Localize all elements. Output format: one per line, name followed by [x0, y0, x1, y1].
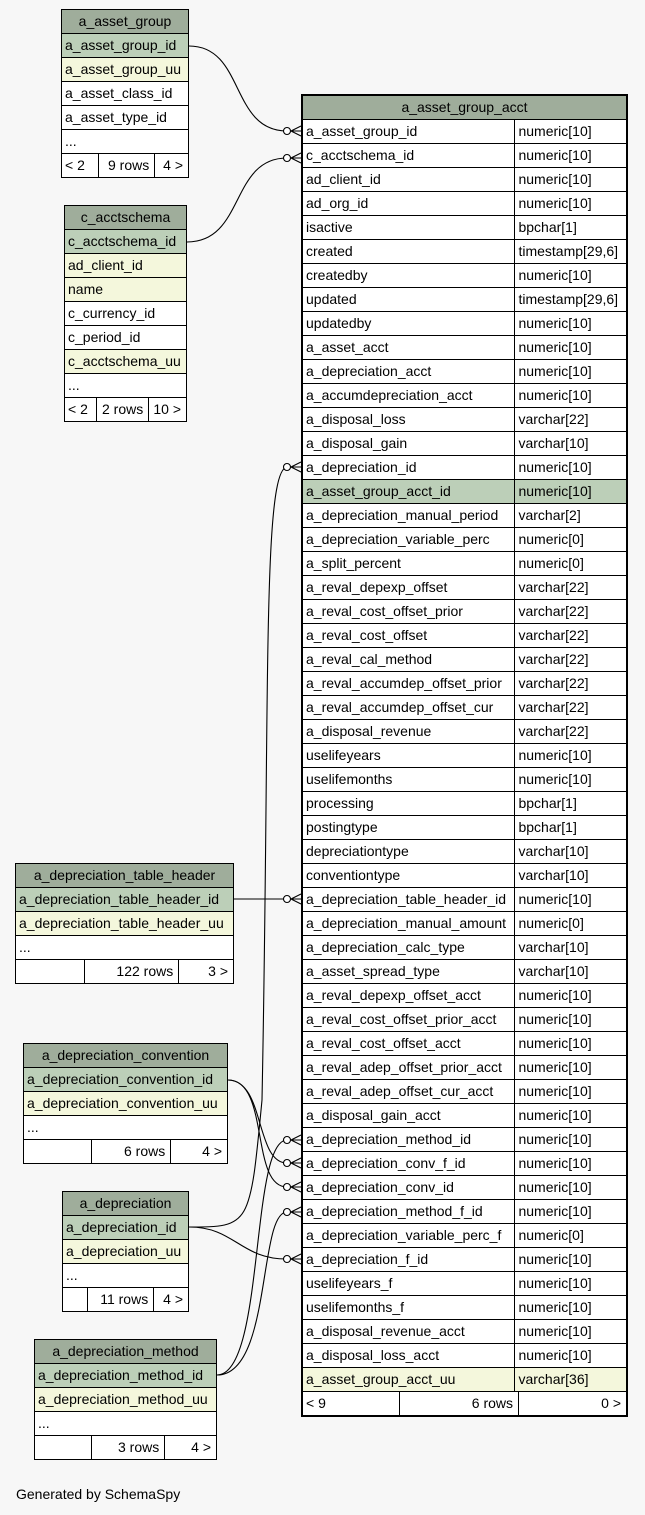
- column-name: name: [65, 278, 187, 302]
- column-name: a_depreciation_f_id: [302, 1248, 515, 1272]
- column-row[interactable]: [65, 374, 187, 398]
- column-row[interactable]: [65, 254, 187, 278]
- column-row[interactable]: [302, 648, 627, 672]
- column-name: a_asset_group_uu: [62, 58, 189, 82]
- column-name: a_depreciation_id: [302, 456, 515, 480]
- column-name: a_asset_type_id: [62, 106, 189, 130]
- parents-link[interactable]: < 2: [65, 398, 97, 422]
- row-count: 6 rows: [400, 1392, 519, 1415]
- column-name: a_reval_adep_offset_prior_acct: [302, 1056, 515, 1080]
- column-name: a_asset_group_acct_uu: [302, 1368, 515, 1392]
- fk-marker: [284, 1184, 291, 1191]
- column-name: ...: [35, 1412, 217, 1436]
- column-row[interactable]: [302, 744, 627, 768]
- column-name: a_disposal_revenue: [302, 720, 515, 744]
- row-count: 6 rows: [92, 1140, 171, 1164]
- column-name: uselifeyears_f: [302, 1272, 515, 1296]
- table-title[interactable]: a_depreciation_convention: [24, 1044, 228, 1068]
- column-name: a_reval_adep_offset_cur_acct: [302, 1080, 515, 1104]
- column-row[interactable]: [302, 1368, 627, 1392]
- column-row[interactable]: [16, 888, 234, 912]
- table-footer-row: [24, 1140, 228, 1164]
- parents-link[interactable]: < 9: [303, 1392, 400, 1415]
- column-row[interactable]: [302, 144, 627, 168]
- column-row[interactable]: [62, 58, 189, 82]
- column-name: a_depreciation_variable_perc: [302, 528, 515, 552]
- column-type: varchar[22]: [515, 576, 627, 600]
- crowfoot-marker: [291, 1182, 301, 1192]
- column-name: isactive: [302, 216, 515, 240]
- column-type: numeric[10]: [515, 1200, 627, 1224]
- column-name: ...: [63, 1264, 189, 1288]
- column-row[interactable]: [62, 34, 189, 58]
- crowfoot-marker: [291, 462, 301, 472]
- table-a-depreciation-table-header[interactable]: [15, 863, 234, 984]
- column-row[interactable]: [302, 192, 627, 216]
- column-row[interactable]: [302, 1080, 627, 1104]
- column-name: uselifemonths_f: [302, 1296, 515, 1320]
- column-type: bpchar[1]: [515, 792, 627, 816]
- column-type: numeric[10]: [515, 1056, 627, 1080]
- column-type: varchar[36]: [515, 1368, 627, 1392]
- column-type: varchar[10]: [515, 960, 627, 984]
- column-row[interactable]: [302, 1128, 627, 1152]
- crowfoot-marker: [291, 1254, 301, 1264]
- column-name: a_disposal_gain_acct: [302, 1104, 515, 1128]
- column-name: a_reval_cost_offset_acct: [302, 1032, 515, 1056]
- column-name: a_depreciation_table_header_uu: [16, 912, 234, 936]
- crowfoot-marker: [291, 894, 301, 904]
- table-title[interactable]: a_depreciation_method: [35, 1340, 217, 1364]
- column-name: a_reval_depexp_offset: [302, 576, 515, 600]
- column-row[interactable]: [16, 912, 234, 936]
- table-c-acctschema[interactable]: [64, 205, 187, 422]
- column-name: a_depreciation_manual_amount: [302, 912, 515, 936]
- column-row[interactable]: [302, 576, 627, 600]
- column-row[interactable]: [302, 1008, 627, 1032]
- column-row[interactable]: [302, 984, 627, 1008]
- column-row[interactable]: [302, 936, 627, 960]
- table-a-depreciation-method[interactable]: [34, 1339, 217, 1460]
- column-name: ad_org_id: [302, 192, 515, 216]
- column-type: numeric[10]: [515, 1272, 627, 1296]
- column-type: varchar[10]: [515, 936, 627, 960]
- parents-link[interactable]: [35, 1436, 92, 1460]
- column-type: timestamp[29,6]: [515, 240, 627, 264]
- column-type: timestamp[29,6]: [515, 288, 627, 312]
- crowfoot-marker: [291, 1158, 301, 1168]
- fk-marker: [284, 464, 291, 471]
- column-type: numeric[10]: [515, 1320, 627, 1344]
- column-type: varchar[10]: [515, 432, 627, 456]
- column-type: numeric[10]: [515, 192, 627, 216]
- column-type: numeric[10]: [515, 384, 627, 408]
- column-row[interactable]: [302, 216, 627, 240]
- table-header-row: [16, 864, 234, 888]
- column-row[interactable]: [24, 1092, 228, 1116]
- row-count: 122 rows: [85, 960, 179, 984]
- row-count: 9 rows: [98, 154, 155, 178]
- column-name: a_reval_cost_offset_prior: [302, 600, 515, 624]
- column-row[interactable]: [302, 408, 627, 432]
- column-type: numeric[10]: [515, 336, 627, 360]
- fk-marker: [284, 1160, 291, 1167]
- column-name: processing: [302, 792, 515, 816]
- column-row[interactable]: [302, 720, 627, 744]
- table-footer-row: [302, 1392, 627, 1417]
- column-type: numeric[10]: [515, 1344, 627, 1368]
- table-a-depreciation-convention[interactable]: [23, 1043, 228, 1164]
- edge-asset-group: [189, 46, 287, 131]
- column-name: a_depreciation_uu: [63, 1240, 189, 1264]
- column-name: a_split_percent: [302, 552, 515, 576]
- column-name: conventiontype: [302, 864, 515, 888]
- column-row[interactable]: [302, 1056, 627, 1080]
- table-header-row: [63, 1192, 189, 1216]
- column-type: varchar[22]: [515, 696, 627, 720]
- column-type: numeric[10]: [515, 1176, 627, 1200]
- column-name: ad_client_id: [302, 168, 515, 192]
- column-row[interactable]: [65, 230, 187, 254]
- column-row[interactable]: [63, 1240, 189, 1264]
- edge-depreciation-f-id: [189, 1227, 287, 1259]
- column-type: numeric[0]: [515, 528, 627, 552]
- table-footer-row: [65, 398, 187, 422]
- column-row[interactable]: [62, 106, 189, 130]
- column-row[interactable]: [302, 312, 627, 336]
- column-name: a_reval_cost_offset: [302, 624, 515, 648]
- column-name: a_depreciation_method_f_id: [302, 1200, 515, 1224]
- fk-marker: [284, 1256, 291, 1263]
- column-name: a_depreciation_table_header_id: [302, 888, 515, 912]
- column-name: ...: [65, 374, 187, 398]
- row-count: 11 rows: [88, 1288, 154, 1312]
- column-type: numeric[10]: [515, 744, 627, 768]
- column-name: a_asset_group_id: [62, 34, 189, 58]
- crowfoot-marker: [291, 153, 301, 163]
- column-name: a_disposal_gain: [302, 432, 515, 456]
- column-name: c_acctschema_id: [302, 144, 515, 168]
- column-row[interactable]: [35, 1364, 217, 1388]
- column-name: uselifemonths: [302, 768, 515, 792]
- row-count: 3 rows: [92, 1436, 165, 1460]
- table-footer-row: [35, 1436, 217, 1460]
- column-type: numeric[0]: [515, 912, 627, 936]
- column-row[interactable]: [302, 552, 627, 576]
- column-type: numeric[10]: [515, 1152, 627, 1176]
- column-row[interactable]: [62, 82, 189, 106]
- fk-marker: [284, 155, 291, 162]
- column-type: varchar[10]: [515, 840, 627, 864]
- column-name: a_depreciation_convention_uu: [24, 1092, 228, 1116]
- children-link[interactable]: 4 >: [154, 1288, 189, 1312]
- column-name: a_disposal_loss: [302, 408, 515, 432]
- table-title[interactable]: a_depreciation_table_header: [16, 864, 234, 888]
- column-row[interactable]: [63, 1216, 189, 1240]
- column-name: a_depreciation_method_id: [302, 1128, 515, 1152]
- parents-link[interactable]: [63, 1288, 88, 1312]
- column-type: varchar[22]: [515, 648, 627, 672]
- column-row[interactable]: [302, 528, 627, 552]
- column-type: numeric[10]: [515, 1104, 627, 1128]
- column-type: varchar[10]: [515, 864, 627, 888]
- column-row[interactable]: [302, 792, 627, 816]
- column-type: numeric[10]: [515, 1128, 627, 1152]
- children-link[interactable]: 3 >: [179, 960, 234, 984]
- crowfoot-marker: [291, 1207, 301, 1217]
- column-type: numeric[10]: [515, 768, 627, 792]
- column-type: numeric[10]: [515, 1248, 627, 1272]
- children-link[interactable]: 10 >: [149, 398, 187, 422]
- column-type: varchar[22]: [515, 672, 627, 696]
- generated-by-footer: Generated by SchemaSpy: [16, 1486, 181, 1502]
- column-row[interactable]: [302, 360, 627, 384]
- column-type: bpchar[1]: [515, 816, 627, 840]
- column-name: a_depreciation_method_id: [35, 1364, 217, 1388]
- column-name: c_acctschema_uu: [65, 350, 187, 374]
- column-name: a_asset_spread_type: [302, 960, 515, 984]
- column-row[interactable]: [302, 1200, 627, 1224]
- column-name: postingtype: [302, 816, 515, 840]
- column-name: a_reval_accumdep_offset_cur: [302, 696, 515, 720]
- column-type: numeric[10]: [515, 168, 627, 192]
- table-title[interactable]: a_asset_group_acct: [302, 95, 627, 120]
- column-name: a_reval_accumdep_offset_prior: [302, 672, 515, 696]
- fk-marker: [284, 896, 291, 903]
- table-header-row: [24, 1044, 228, 1068]
- column-name: ...: [62, 130, 189, 154]
- fk-marker: [284, 128, 291, 135]
- parents-link[interactable]: [24, 1140, 92, 1164]
- children-link[interactable]: 0 >: [601, 1395, 621, 1411]
- table-footer-row: [63, 1288, 189, 1312]
- column-name: c_period_id: [65, 326, 187, 350]
- column-type: numeric[10]: [515, 360, 627, 384]
- column-type: numeric[10]: [515, 1080, 627, 1104]
- column-row[interactable]: [302, 768, 627, 792]
- column-name: created: [302, 240, 515, 264]
- table-title[interactable]: c_acctschema: [65, 206, 187, 230]
- column-name: createdby: [302, 264, 515, 288]
- column-row[interactable]: [65, 350, 187, 374]
- table-a-asset-group-acct[interactable]: [301, 94, 628, 1417]
- column-type: numeric[10]: [515, 1296, 627, 1320]
- column-row[interactable]: [302, 816, 627, 840]
- column-row[interactable]: [302, 1296, 627, 1320]
- column-row[interactable]: [302, 1176, 627, 1200]
- column-row[interactable]: [302, 120, 627, 144]
- column-name: a_depreciation_calc_type: [302, 936, 515, 960]
- column-row[interactable]: [65, 326, 187, 350]
- children-link[interactable]: 4 >: [171, 1140, 228, 1164]
- column-name: a_asset_class_id: [62, 82, 189, 106]
- column-row[interactable]: [302, 384, 627, 408]
- column-row[interactable]: [302, 456, 627, 480]
- table-a-asset-group[interactable]: [61, 9, 189, 178]
- column-row[interactable]: [302, 504, 627, 528]
- column-row[interactable]: [302, 336, 627, 360]
- column-name: a_depreciation_method_uu: [35, 1388, 217, 1412]
- table-footer-row: [16, 960, 234, 984]
- table-header-row: [302, 95, 627, 120]
- column-name: a_asset_group_id: [302, 120, 515, 144]
- column-row[interactable]: [302, 480, 627, 504]
- column-row[interactable]: [63, 1264, 189, 1288]
- column-name: a_asset_acct: [302, 336, 515, 360]
- column-name: updated: [302, 288, 515, 312]
- column-row[interactable]: [302, 624, 627, 648]
- column-row[interactable]: [24, 1116, 228, 1140]
- column-name: a_reval_cal_method: [302, 648, 515, 672]
- column-name: a_accumdepreciation_acct: [302, 384, 515, 408]
- column-row[interactable]: [302, 672, 627, 696]
- table-title[interactable]: a_asset_group: [62, 10, 189, 34]
- column-row[interactable]: [302, 1104, 627, 1128]
- crowfoot-marker: [291, 1135, 301, 1145]
- column-row[interactable]: [35, 1412, 217, 1436]
- children-link[interactable]: 4 >: [155, 154, 189, 178]
- column-name: ad_client_id: [65, 254, 187, 278]
- column-type: numeric[10]: [515, 984, 627, 1008]
- column-type: varchar[22]: [515, 624, 627, 648]
- table-header-row: [62, 10, 189, 34]
- column-name: a_disposal_loss_acct: [302, 1344, 515, 1368]
- column-name: ...: [16, 936, 234, 960]
- column-type: numeric[10]: [515, 1032, 627, 1056]
- column-type: varchar[22]: [515, 600, 627, 624]
- column-name: a_reval_depexp_offset_acct: [302, 984, 515, 1008]
- edge-conv-f: [228, 1080, 287, 1163]
- column-row[interactable]: [302, 288, 627, 312]
- edge-acctschema: [187, 158, 287, 242]
- row-count: 2 rows: [96, 398, 149, 422]
- column-row[interactable]: [302, 1224, 627, 1248]
- column-row[interactable]: [302, 840, 627, 864]
- column-name: a_asset_group_acct_id: [302, 480, 515, 504]
- table-title[interactable]: a_depreciation: [63, 1192, 189, 1216]
- column-type: numeric[0]: [515, 1224, 627, 1248]
- column-row[interactable]: [302, 1248, 627, 1272]
- column-name: a_depreciation_convention_id: [24, 1068, 228, 1092]
- column-type: numeric[0]: [515, 552, 627, 576]
- edge-method-f: [217, 1212, 287, 1375]
- column-name: ...: [24, 1116, 228, 1140]
- column-row[interactable]: [65, 302, 187, 326]
- edge-method: [217, 1140, 287, 1375]
- column-name: a_disposal_revenue_acct: [302, 1320, 515, 1344]
- table-footer-row: [62, 154, 189, 178]
- column-row[interactable]: [302, 600, 627, 624]
- column-type: varchar[2]: [515, 504, 627, 528]
- column-row[interactable]: [302, 864, 627, 888]
- column-row[interactable]: [62, 130, 189, 154]
- column-type: numeric[10]: [515, 312, 627, 336]
- column-type: bpchar[1]: [515, 216, 627, 240]
- column-name: a_reval_cost_offset_prior_acct: [302, 1008, 515, 1032]
- fk-marker: [284, 1209, 291, 1216]
- column-row[interactable]: [302, 960, 627, 984]
- column-name: a_depreciation_conv_f_id: [302, 1152, 515, 1176]
- column-name: uselifeyears: [302, 744, 515, 768]
- table-header-row: [65, 206, 187, 230]
- column-row[interactable]: [35, 1388, 217, 1412]
- column-row[interactable]: [302, 696, 627, 720]
- column-type: numeric[10]: [515, 456, 627, 480]
- table-header-row: [35, 1340, 217, 1364]
- column-type: varchar[22]: [515, 720, 627, 744]
- column-name: a_depreciation_table_header_id: [16, 888, 234, 912]
- fk-marker: [284, 1137, 291, 1144]
- column-name: c_acctschema_id: [65, 230, 187, 254]
- column-name: c_currency_id: [65, 302, 187, 326]
- column-row[interactable]: [302, 432, 627, 456]
- column-row[interactable]: [302, 1320, 627, 1344]
- column-row[interactable]: [65, 278, 187, 302]
- column-row[interactable]: [302, 264, 627, 288]
- column-name: a_depreciation_acct: [302, 360, 515, 384]
- children-link[interactable]: 4 >: [165, 1436, 217, 1460]
- column-type: numeric[10]: [515, 264, 627, 288]
- column-row[interactable]: [302, 912, 627, 936]
- column-name: depreciationtype: [302, 840, 515, 864]
- column-name: a_depreciation_manual_period: [302, 504, 515, 528]
- column-row[interactable]: [302, 1272, 627, 1296]
- edge-conv: [228, 1080, 287, 1187]
- column-type: varchar[22]: [515, 408, 627, 432]
- column-row[interactable]: [16, 936, 234, 960]
- column-row[interactable]: [24, 1068, 228, 1092]
- crowfoot-marker: [291, 126, 301, 136]
- column-type: numeric[10]: [515, 888, 627, 912]
- column-row[interactable]: [302, 1032, 627, 1056]
- column-type: numeric[10]: [515, 144, 627, 168]
- column-name: a_depreciation_variable_perc_f: [302, 1224, 515, 1248]
- column-row[interactable]: [302, 1344, 627, 1368]
- parents-link[interactable]: < 2: [62, 154, 99, 178]
- column-row[interactable]: [302, 888, 627, 912]
- column-row[interactable]: [302, 240, 627, 264]
- column-type: numeric[10]: [515, 120, 627, 144]
- column-type: numeric[10]: [515, 480, 627, 504]
- column-row[interactable]: [302, 168, 627, 192]
- column-type: numeric[10]: [515, 1008, 627, 1032]
- column-row[interactable]: [302, 1152, 627, 1176]
- column-name: updatedby: [302, 312, 515, 336]
- parents-link[interactable]: [16, 960, 85, 984]
- column-name: a_depreciation_conv_id: [302, 1176, 515, 1200]
- table-a-depreciation[interactable]: [62, 1191, 189, 1312]
- column-name: a_depreciation_id: [63, 1216, 189, 1240]
